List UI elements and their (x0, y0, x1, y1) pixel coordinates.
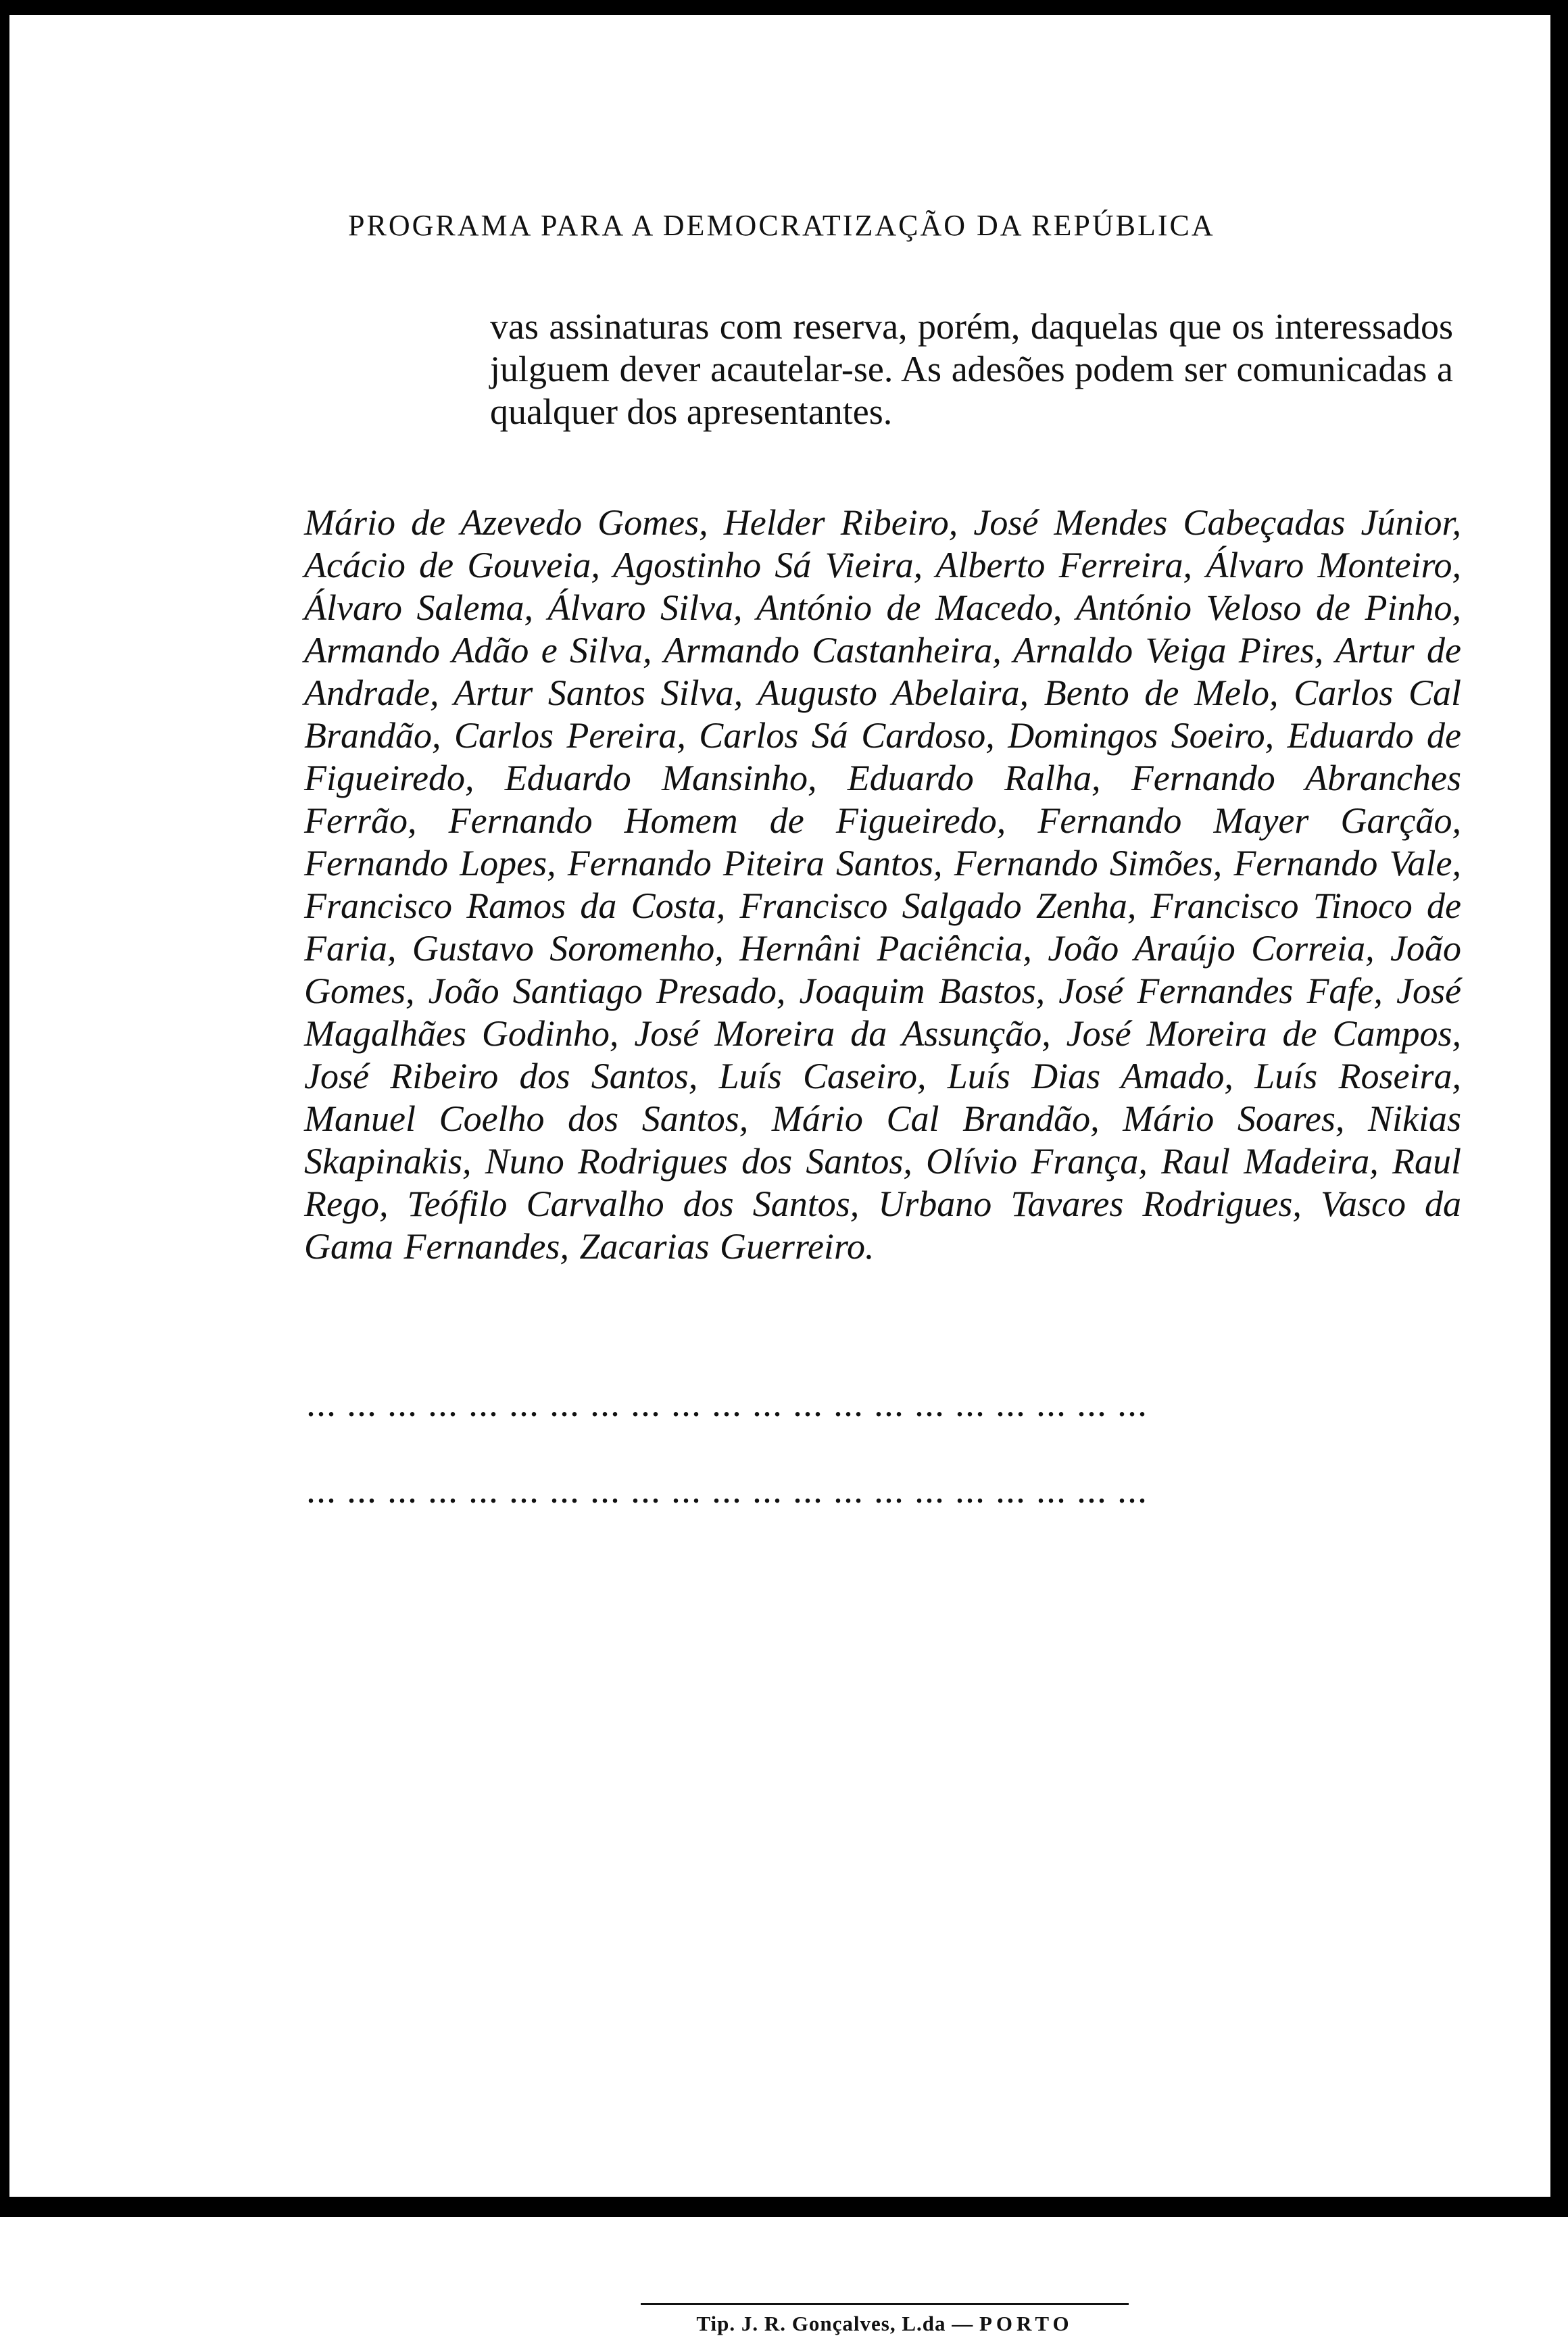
signature-placeholder-line: ... ... ... ... ... ... ... ... ... ... ... ... ... ... ... ... ... ... ... ... ... (308, 1478, 1149, 1509)
printer-city: PORTO (979, 2312, 1073, 2335)
signatories-list: Mário de Azevedo Gomes, Helder Ribeiro, José Mendes Cabeçadas Júnior, Acácio de Gouveia, Agostinho Sá Vieira, Alberto Ferreira, Álvaro Monteiro, Álvaro Salema, Álvaro Silva, António de Macedo, António Veloso de Pinho, Armando Adão e Silva, Armando Castanheira, Arnaldo Veiga Pires, Artur de Andrade, Artur Santos Silva, Augusto Abelaira, Bento de Melo, Carlos Cal Brandão, Carlos Pereira, Carlos Sá Cardoso, Domingos Soeiro, Eduardo de Figueiredo, Eduardo Mansinho, Eduardo Ralha, Fernando Abranches Ferrão, Fernando Homem de Figueiredo, Fernando Mayer Garção, Fernando Lopes, Fernando Piteira Santos, Fernando Simões, Fernando Vale, Francisco Ramos da Costa, Francisco Salgado Zenha, Francisco Tinoco de Faria, Gustavo Soromenho, Hernâni Paciência, João Araújo Correia, João Gomes, João Santiago Presado, Joaquim Bastos, José Fernandes Fafe, José Magalhães Godinho, José Moreira da Assunção, José Moreira de Campos, José Ribeiro dos Santos, Luís Caseiro, Luís Dias Amado, Luís Roseira, Manuel Coelho dos Santos, Mário Cal Brandão, Mário Soares, Nikias Skapinakis, Nuno Rodrigues dos Santos, Olívio França, Raul Madeira, Raul Rego, Teófilo Carvalho dos Santos, Urbano Tavares Rodrigues, Vasco da Gama Fernandes, Zacarias Guerreiro. (304, 502, 1461, 1267)
scan-border-bottom (0, 2197, 1568, 2217)
signature-placeholder-line: ... ... ... ... ... ... ... ... ... ... ... ... ... ... ... ... ... ... ... ... ... (308, 1392, 1149, 1422)
scan-border-top (0, 0, 1568, 15)
printer-name: Tip. J. R. Gonçalves, L.da — (696, 2312, 974, 2335)
scan-border-right (1550, 0, 1568, 2217)
scan-border-left (0, 0, 9, 2217)
colophon-rule (641, 2303, 1129, 2305)
running-header: PROGRAMA PARA A DEMOCRATIZAÇÃO DA REPÚBLICA (348, 209, 1215, 242)
intro-paragraph: vas assinaturas com reserva, porém, daquelas que os interessados julguem dever acautelar-se. As adesões podem ser comunicadas a qualquer dos apresentantes. (490, 306, 1453, 432)
colophon (641, 2312, 1129, 2336)
